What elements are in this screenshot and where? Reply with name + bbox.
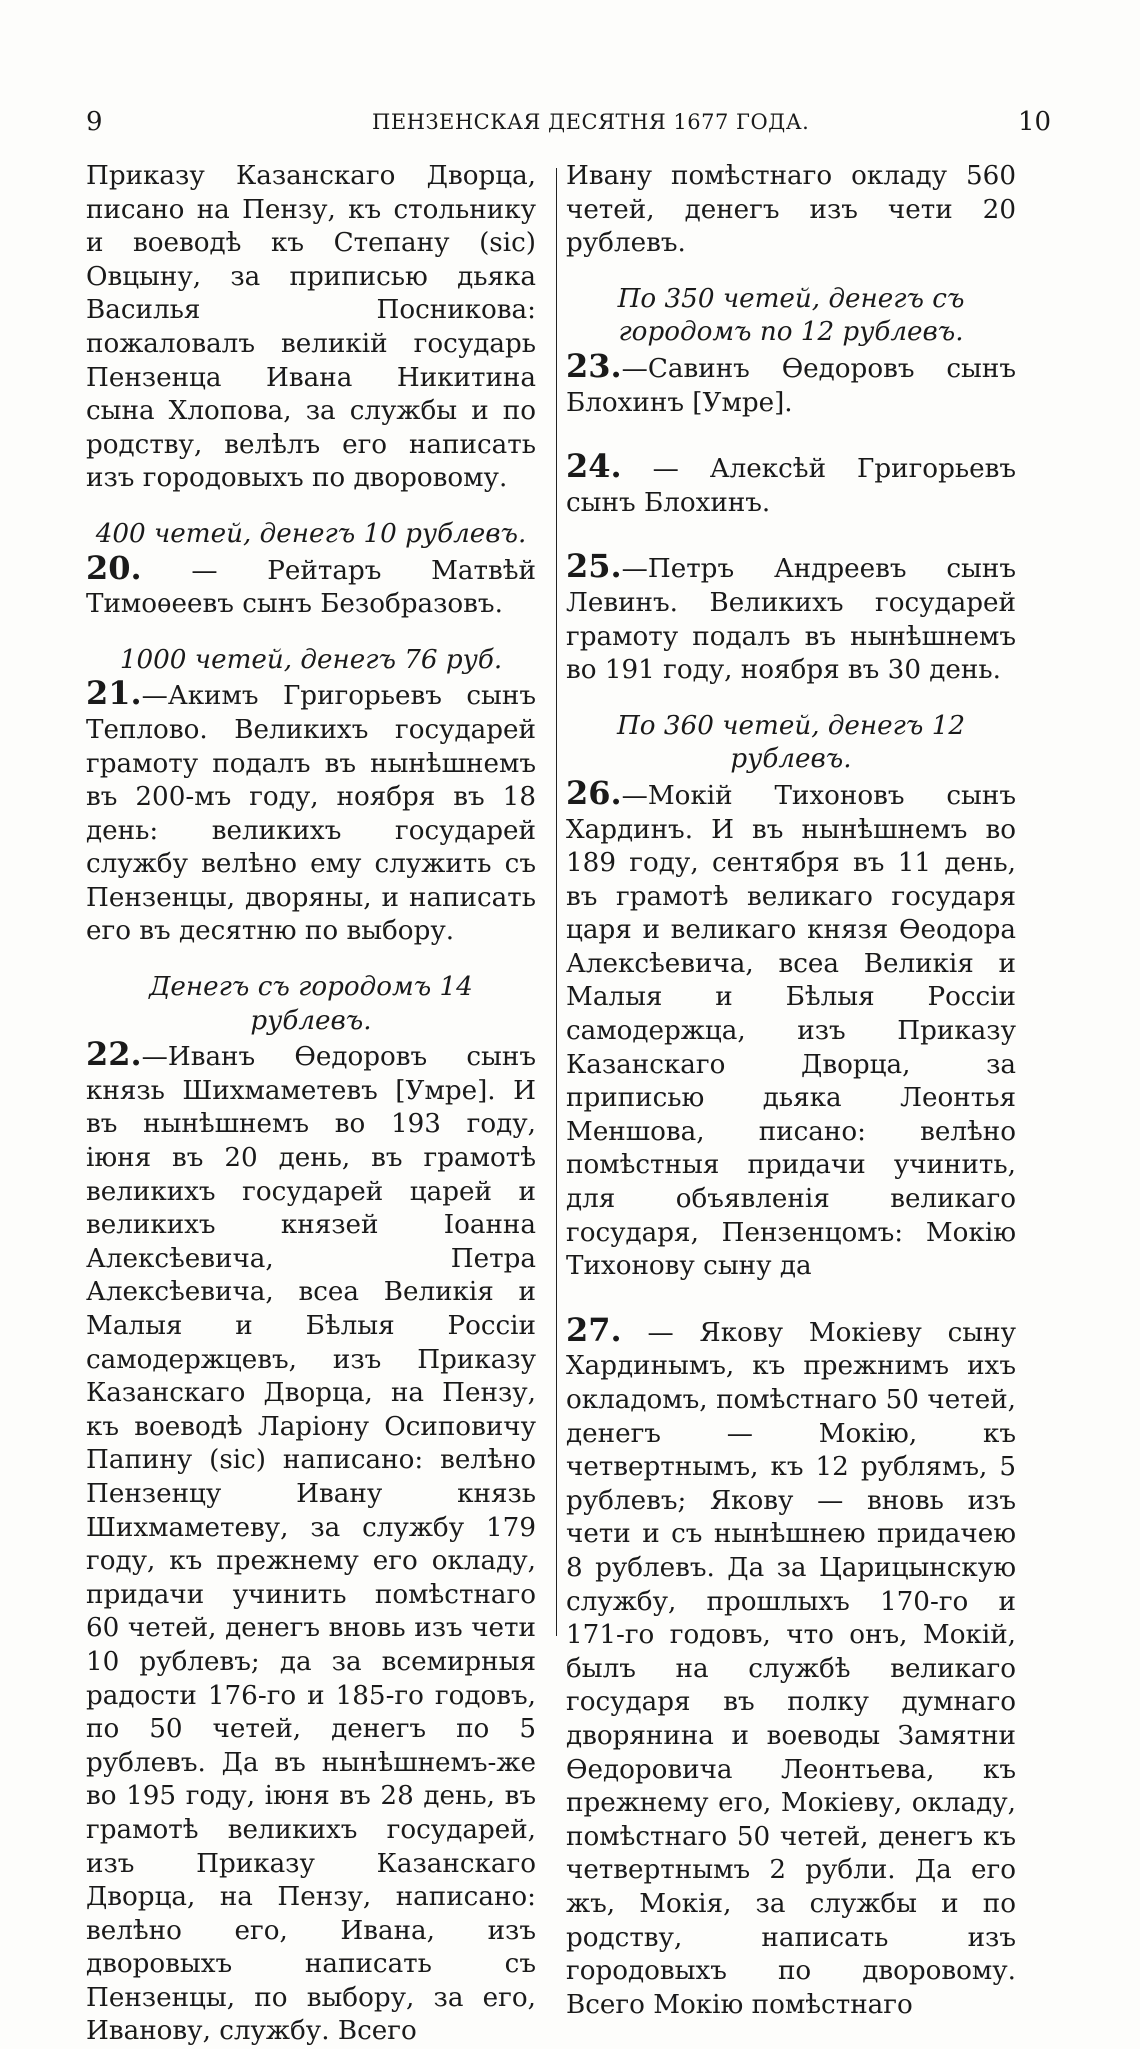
entry-27-text: — Якову Мокіеву сыну Хардинымъ, къ прежнимъ ихъ окладомъ, помѣстнаго 50 четей, денегъ — Мокію, къ четвертнымъ, къ 12 рублямъ, 5 рублевъ; Якову — вновь изъ чети и съ нынѣшнею придачею 8 рублевъ. Да за Царицынскую службу, прошлыхъ 170-го и 171-го годовъ, что онъ, Мокій, былъ на службѣ великаго государя въ полку думнаго дворянина и воеводы Замятни Ѳедоровича Леонтьева, къ прежнему его, Мокіеву, окладу, помѣстнаго 50 четей, денегъ къ четвертнымъ 2 рубли. Да его жъ, Мокія, за службы и по родству, написать изъ городовыхъ по дворовому. Всего Мокію помѣстнаго	[566, 1317, 1016, 2020]
right-intro-text: Ивану помѣстнаго окладу 560 четей, денегъ изъ чети 20 рублевъ.	[566, 161, 1016, 259]
entry-26-number: 26.	[566, 773, 622, 812]
entry-26	[566, 773, 1016, 1284]
entry-22	[86, 1035, 536, 2049]
entry-24-number: 24.	[566, 447, 622, 486]
entry-27	[566, 1310, 1016, 2022]
entry-20-number: 20.	[86, 548, 142, 587]
column-divider	[556, 168, 557, 1636]
entry-20	[86, 548, 536, 622]
entry-24	[566, 447, 1016, 520]
left-intro-text: Приказу Казанскаго Дворца, писано на Пензу, къ стольнику и воеводѣ къ Степану (sic) Овцыну, за приписью дьяка Василья Посникова: пожаловалъ великій государь Пензенца Ивана Никитина сына Хлопова, за службы и по родству, велѣлъ его написать изъ городовыхъ по дворовому.	[86, 161, 536, 494]
page-number-left: 9	[86, 107, 103, 137]
entry-26-text: —Мокій Тихоновъ сынъ Хардинъ. И въ нынѣшнемъ во 189 году, сентября въ 11 день, въ грамотѣ великаго государя царя и великаго князя Ѳеодора Алексѣевича, всеа Великія и Малыя и Бѣлыя Россіи самодержца, изъ Приказу Казанскаго Дворца, за приписью дьяка Леонтья Меншова, писано: велѣно помѣстныя придачи учинить, для объявленія великаго государя, Пензенцомъ: Мокію Тихонову сыну да	[566, 780, 1016, 1282]
entry-21	[86, 674, 536, 949]
page-header	[0, 0, 1140, 150]
left-subhead-1: 400 четей, денегъ 10 рублевъ.	[95, 518, 527, 549]
entry-21-number: 21.	[86, 674, 142, 713]
entry-23-number: 23.	[566, 346, 622, 385]
running-title: ПЕНЗЕНСКАЯ ДЕСЯТНЯ 1677 ГОДА.	[372, 110, 810, 134]
entry-25-text: —Петръ Андреевъ сынъ Левинъ. Великихъ государей грамоту подалъ въ нынѣшнемъ во 191 году, ноября въ 30 день.	[566, 554, 1016, 686]
right-column	[566, 160, 1016, 2022]
entry-25-number: 25.	[566, 547, 622, 586]
left-subhead-2: 1000 четей, денегъ 76 руб.	[119, 644, 503, 675]
left-column	[86, 160, 536, 2049]
entry-23-text: —Савинъ Ѳедоровъ сынъ Блохинъ [Умре].	[566, 353, 1016, 418]
page-number-right: 10	[1018, 107, 1052, 137]
right-subhead-1: По 350 четей, денегъ съ городомъ по 12 рублевъ.	[617, 283, 965, 348]
right-subhead-2: По 360 четей, денегъ 12 рублевъ.	[616, 710, 966, 775]
entry-27-number: 27.	[566, 1310, 622, 1349]
entry-23	[566, 346, 1016, 420]
left-subhead-3: Денегъ съ городомъ 14 рублевъ.	[149, 972, 473, 1036]
entry-22-number: 22.	[86, 1035, 142, 1074]
entry-24-text: — Алексѣй Григорьевъ сынъ Блохинъ.	[566, 454, 1016, 518]
entry-20-text: — Рейтаръ Матвѣй Тимоѳеевъ сынъ Безобразовъ.	[86, 555, 536, 620]
entry-21-text: —Акимъ Григорьевъ сынъ Теплово. Великихъ государей грамоту подалъ въ нынѣшнемъ въ 200-мъ году, ноября въ 18 день: великихъ государей службу велѣно ему служить съ Пензенцы, дворяны, и написать его въ десятню по выбору.	[86, 681, 536, 947]
entry-25	[566, 547, 1016, 687]
entry-22-text: —Иванъ Ѳедоровъ сынъ князь Шихмаметевъ [Умре]. И въ нынѣшнемъ во 193 году, іюня въ 20 день, въ грамотѣ великихъ государей царей и великихъ князей Іоанна Алексѣевича, Петра Алексѣевича, всеа Великія и Малыя и Бѣлыя Россіи самодержцевъ, изъ Приказу Казанскаго Дворца, на Пензу, къ воеводѣ Ларіону Осиповичу Папину (sic) написано: велѣно Пензенцу Ивану князь Шихмаметеву, за службу 179 году, къ прежнему его окладу, придачи учинить помѣстнаго 60 четей, денегъ вновь изъ чети 10 рублевъ; да за всемирныя радости 176-го и 185-го годовъ, по 50 четей, денегъ по 5 рублевъ. Да въ нынѣшнемъ-же во 195 году, іюня въ 28 день, въ грамотѣ великихъ государей, изъ Приказу Казанскаго Дворца, на Пензу, написано: велѣно его, Ивана, изъ дворовыхъ написать съ Пензенцы, по выбору, за его, Иванову, службу. Всего	[86, 1042, 536, 2047]
